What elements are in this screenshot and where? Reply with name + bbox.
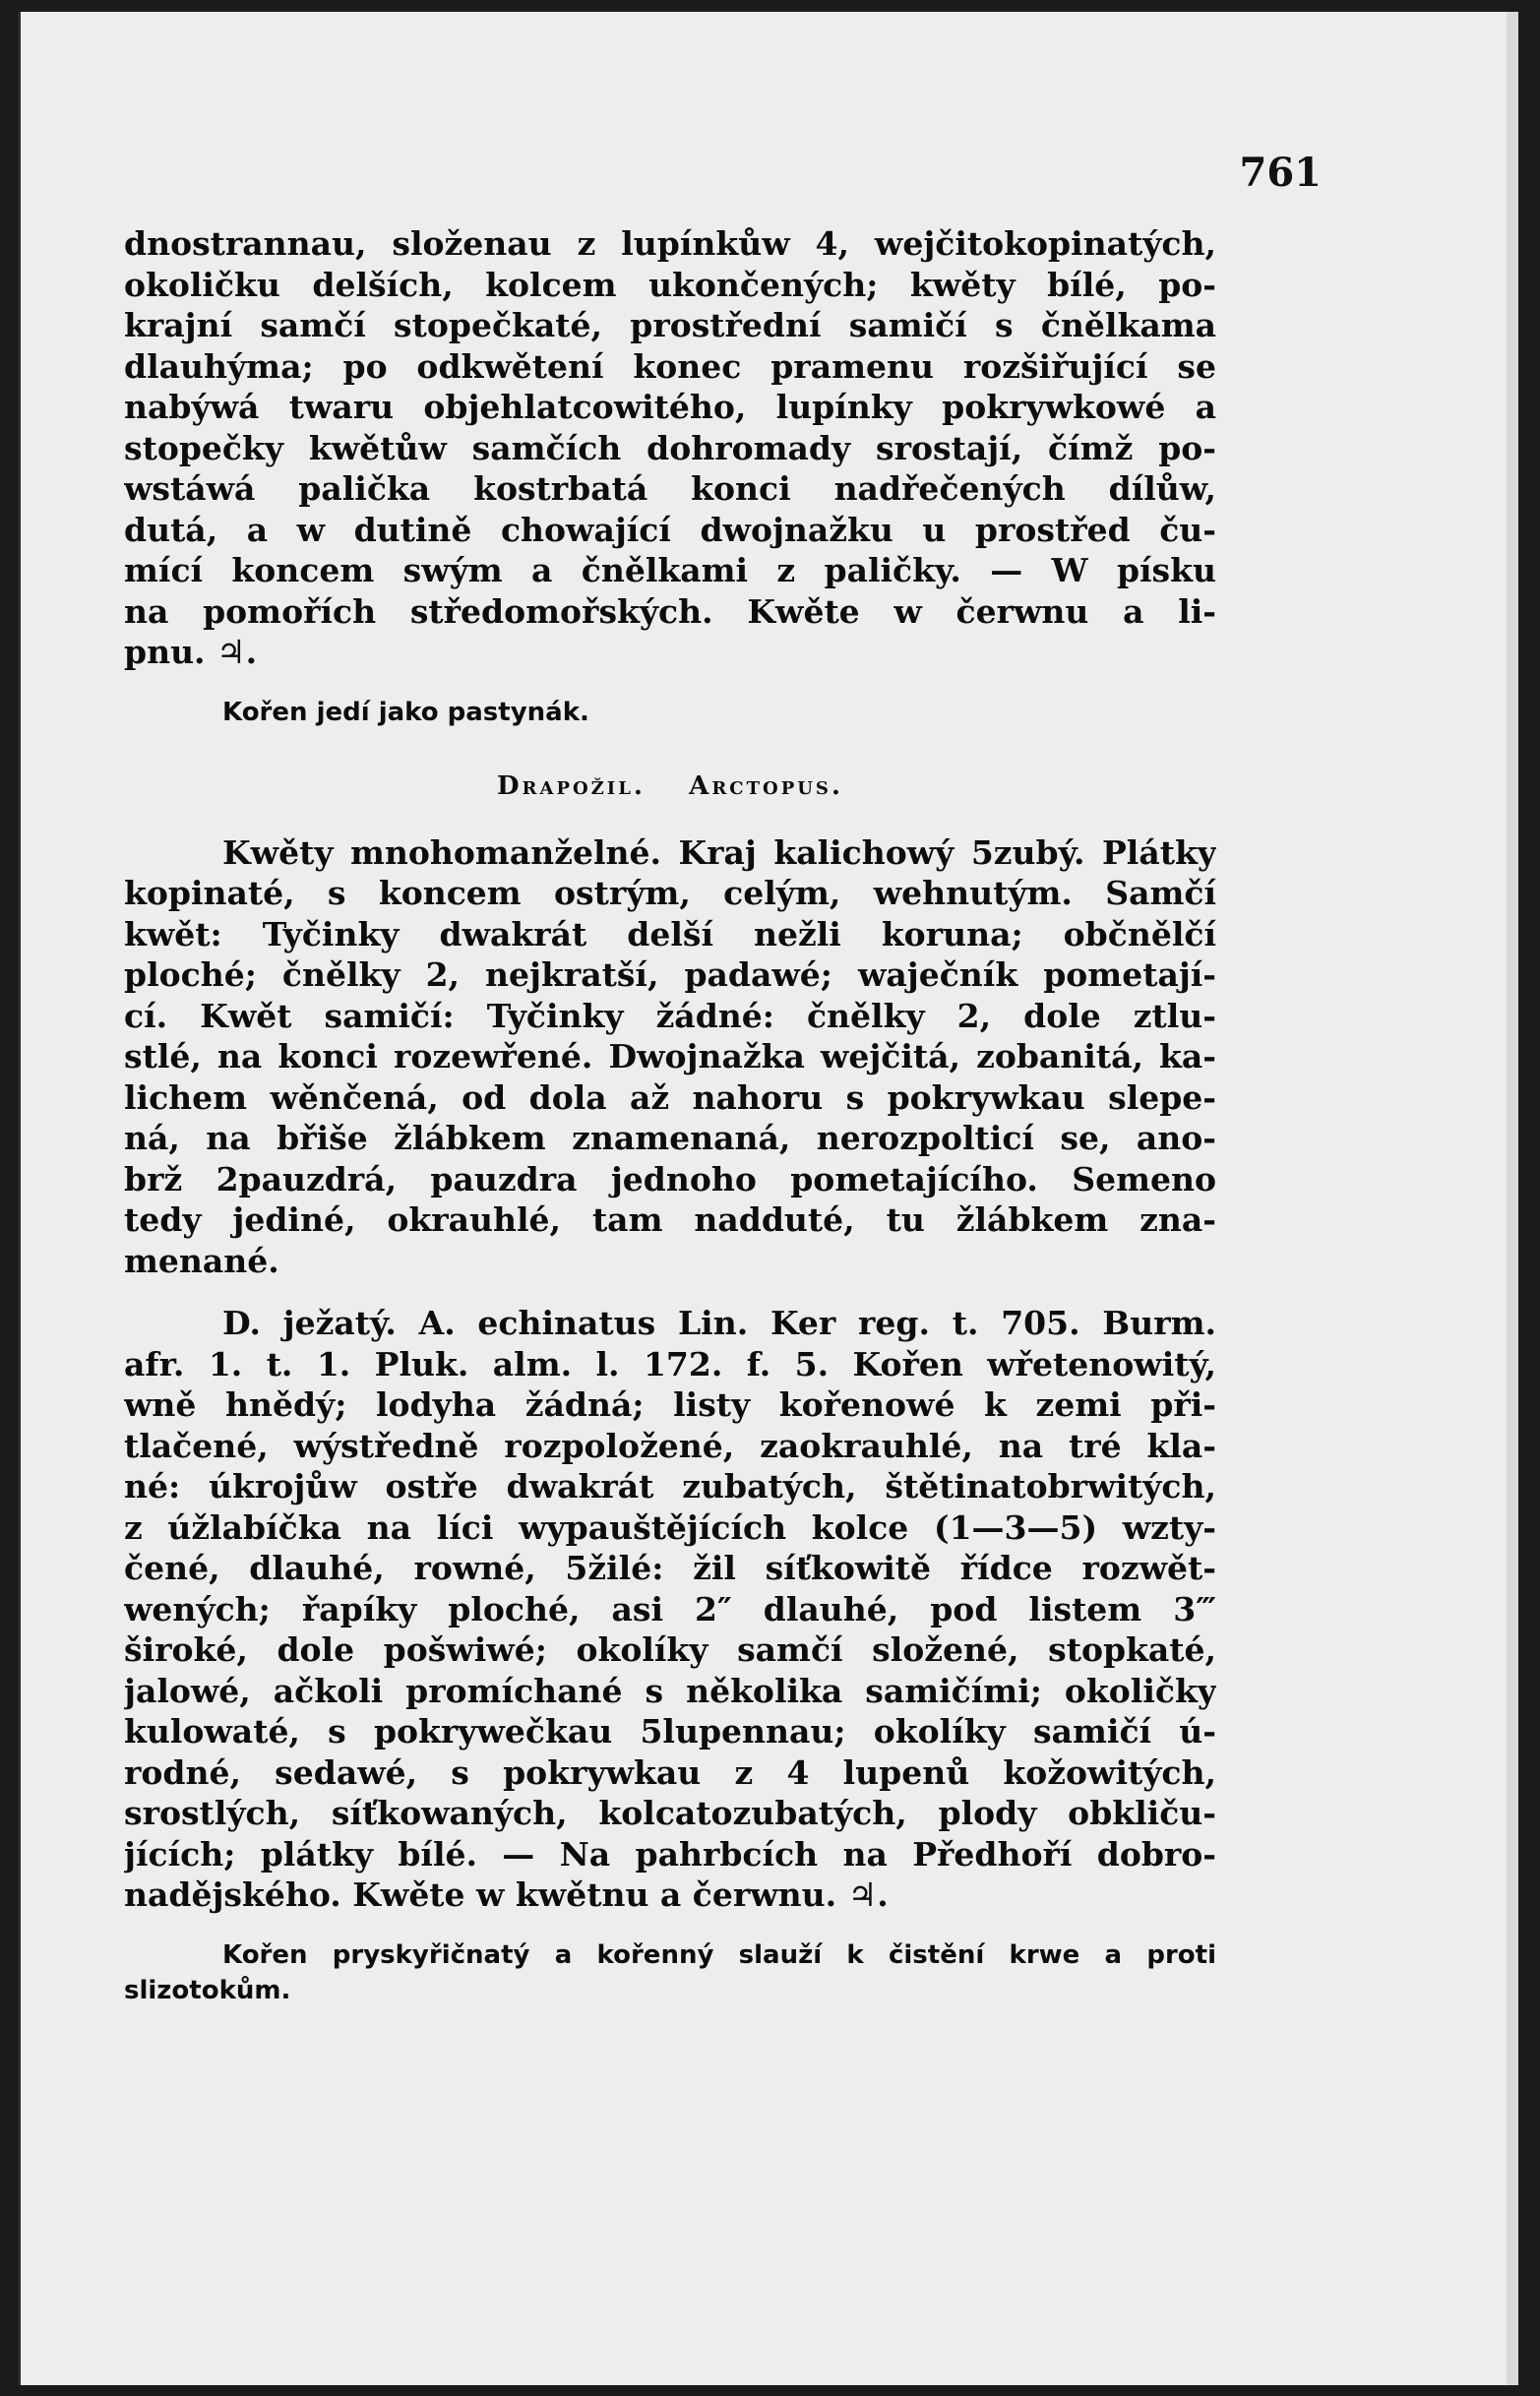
text-line: dnostrannau, složenau z lupínkůw 4, wejčitokopinatých, (124, 224, 1216, 263)
text-line: okoličku delších, kolcem ukončených; kwěty bílé, po- (124, 265, 1216, 304)
genus-czech: Drapožil. (496, 770, 646, 801)
text-line: nabýwá twaru objehlatcowitého, lupínky pokrywkowé a (124, 388, 1216, 426)
text-line: lichem wěnčená, od dola až nahoru s pokrywkau slepe- (124, 1077, 1216, 1117)
paragraph-1 (124, 223, 1216, 673)
paragraph-3 (124, 1303, 1216, 1916)
text-line: Kořen pryskyřičnatý a kořenný slauží k čistění krwe a proti (222, 1939, 1216, 1970)
text-line: wených; řapíky ploché, asi 2″ dlauhé, pod listem 3‴ (124, 1589, 1216, 1628)
text-line: srostlých, síťkowaných, kolcatozubatých, plody obkliču- (124, 1794, 1216, 1832)
text-line: dlauhýma; po odkwětení konec pramenu rozšiřující se (124, 346, 1216, 386)
text-line: jalowé, ačkoli promíchané s několika samičími; okoličky (124, 1671, 1216, 1710)
text-line: menané. (124, 1241, 279, 1280)
text-line: krajní samčí stopečkaté, prostřední samičí s čnělkama (124, 306, 1216, 344)
text-line: wně hnědý; lodyha žádná; listy kořenowé k zemi při- (124, 1385, 1216, 1424)
text-line: rodné, sedawé, s pokrywkau z 4 lupenů kožowitých, (124, 1752, 1216, 1792)
text-line: kwět: Tyčinky dwakrát delší nežli koruna; občnělčí (124, 914, 1216, 953)
text-line: z úžlabíčka na líci wypauštějících kolce (1—3—5) wzty- (124, 1507, 1216, 1547)
text-line: afr. 1. t. 1. Pluk. alm. l. 172. f. 5. Kořen wřetenowitý, (124, 1344, 1216, 1383)
text-line: pnu. ♃. (124, 633, 258, 671)
text-line: slizotokům. (124, 1975, 291, 2005)
page-body (124, 223, 1216, 2008)
text-line: stopečky kwětůw samčích dohromady srostají, čímž po- (124, 428, 1216, 467)
text-line: D. ježatý. A. echinatus Lin. Ker reg. t. 705. Burm. (222, 1304, 1216, 1342)
text-line: ploché; čnělky 2, nejkratší, padawé; waječník pometají- (124, 955, 1216, 994)
text-line: nadějského. Kwěte w kwětnu a čerwnu. ♃. (124, 1875, 889, 1914)
note-root-use: Kořen jedí jako pastynák. (222, 697, 589, 727)
text-line: ná, na břiše žlábkem znamenaná, nerozpolticí se, ano- (124, 1119, 1216, 1157)
note-medicinal (124, 1937, 1216, 2008)
text-line: kulowaté, s pokrywečkau 5lupennau; okolíky samičí ú- (124, 1712, 1216, 1751)
paragraph-2 (124, 832, 1216, 1282)
text-line: tedy jediné, okrauhlé, tam nadduté, tu žlábkem zna- (124, 1200, 1216, 1239)
genus-latin: Arctopus. (689, 770, 843, 801)
text-line: wstáwá palička kostrbatá konci nadřečených dílůw, (124, 469, 1216, 508)
text-line: stlé, na konci rozewřené. Dwojnažka wejčitá, zobanitá, ka- (124, 1037, 1216, 1075)
text-line: široké, dole pošwiwé; okolíky samčí složené, stopkaté, (124, 1630, 1216, 1669)
text-line: mící koncem swým a čnělkami z paličky. — W písku (124, 551, 1216, 589)
genus-heading (124, 762, 1216, 811)
text-line: čené, dlauhé, rowné, 5žilé: žil síťkowitě řídce rozwět- (124, 1549, 1216, 1587)
book-page (18, 12, 1518, 2385)
text-line: dutá, a w dutině chowající dwojnažku u prostřed ču- (124, 510, 1216, 549)
text-line: brž 2pauzdrá, pauzdra jednoho pometajícího. Semeno (124, 1159, 1216, 1198)
text-line: tlačené, wýstředně rozpoložené, zaokrauhlé, na tré kla- (124, 1426, 1216, 1465)
text-line: jících; plátky bílé. — Na pahrbcích na Předhoří dobro- (124, 1834, 1216, 1874)
page-number: 761 (1239, 150, 1322, 196)
text-line: kopinaté, s koncem ostrým, celým, wehnutým. Samčí (124, 874, 1216, 912)
page-edge (1507, 12, 1518, 2385)
text-line: na pomořích středomořských. Kwěte w čerwnu a li- (124, 591, 1216, 631)
text-line: né: úkrojůw ostře dwakrát zubatých, štětinatobrwitých, (124, 1467, 1216, 1505)
text-line: Kwěty mnohomanželné. Kraj kalichowý 5zubý. Plátky (222, 832, 1216, 872)
text-line: cí. Kwět samičí: Tyčinky žádné: čnělky 2, dole ztlu- (124, 996, 1216, 1035)
